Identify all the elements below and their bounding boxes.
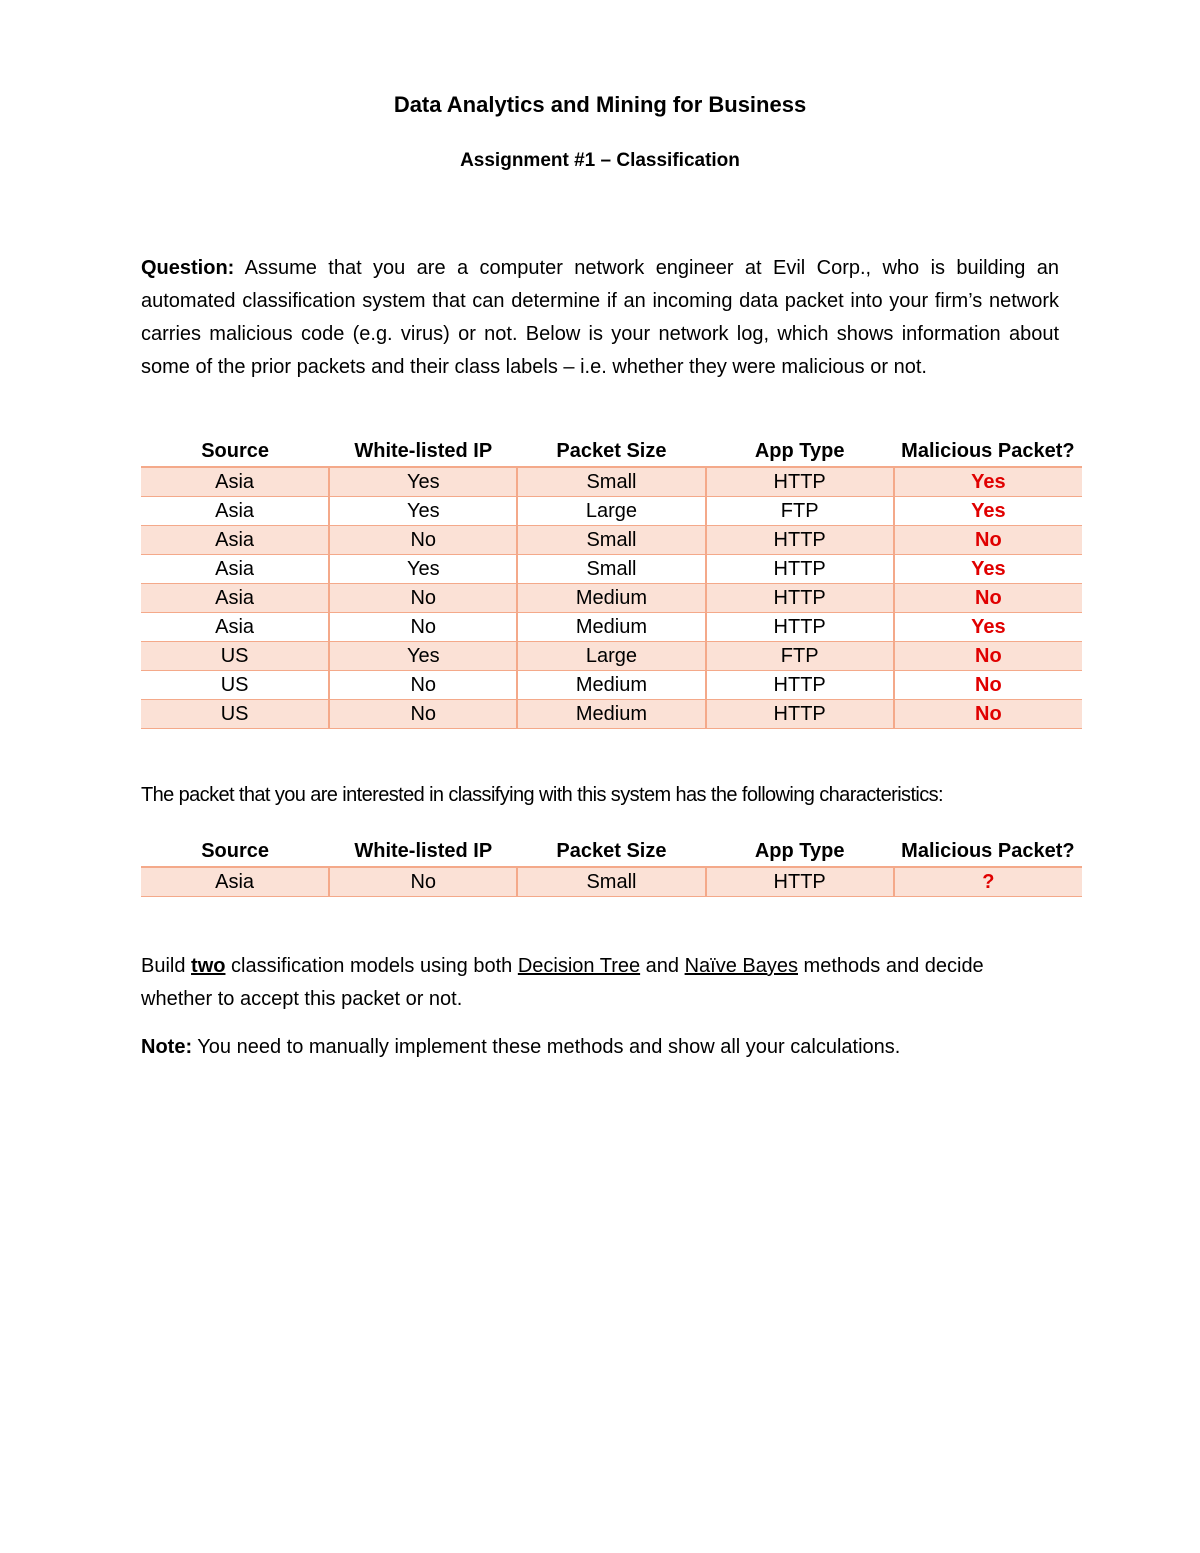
cell-app-type: HTTP <box>706 526 894 555</box>
document-subtitle: Assignment #1 – Classification <box>460 150 740 171</box>
cell-whitelisted-ip: No <box>329 867 517 897</box>
question-paragraph <box>141 252 1059 384</box>
table-row <box>141 467 1082 497</box>
header-source: Source <box>141 436 329 467</box>
cell-whitelisted-ip: No <box>329 700 517 729</box>
cell-source: US <box>141 642 329 671</box>
cell-source: Asia <box>141 497 329 526</box>
cell-packet-size: Medium <box>517 700 705 729</box>
cell-app-type: HTTP <box>706 613 894 642</box>
cell-packet-size: Small <box>517 526 705 555</box>
cell-packet-size: Small <box>517 555 705 584</box>
query-packet-table <box>141 836 1082 897</box>
cell-whitelisted-ip: No <box>329 671 517 700</box>
table-row <box>141 497 1082 526</box>
note-label: Note: <box>141 1036 193 1058</box>
build-text-4: methods and decide whether to accept this packet or not. <box>141 955 984 1010</box>
document-title: Data Analytics and Mining for Business <box>393 92 807 117</box>
cell-source: Asia <box>141 555 329 584</box>
cell-whitelisted-ip: Yes <box>329 497 517 526</box>
cell-malicious: Yes <box>894 467 1082 497</box>
cell-source: US <box>141 700 329 729</box>
header-app-type: App Type <box>706 436 894 467</box>
cell-app-type: HTTP <box>706 671 894 700</box>
cell-whitelisted-ip: No <box>329 584 517 613</box>
cell-malicious: Yes <box>894 497 1082 526</box>
question-text: Assume that you are a computer network engineer at Evil Corp., who is building an automated classification system that can determine if an incoming data packet into your firm’s network carries malicious code (e.g. virus) or not. Below is your network log, which shows information about some of the prior packets and their class labels – i.e. whether they were malicious or not. <box>141 257 1059 378</box>
note-paragraph <box>141 1036 1059 1059</box>
table-row <box>141 867 1082 897</box>
cell-source: Asia <box>141 526 329 555</box>
cell-packet-size: Medium <box>517 613 705 642</box>
cell-source: US <box>141 671 329 700</box>
cell-malicious: No <box>894 526 1082 555</box>
cell-malicious: Yes <box>894 555 1082 584</box>
note-text: You need to manually implement these methods and show all your calculations. <box>192 1036 901 1058</box>
naive-bayes-term: Naïve Bayes <box>684 955 798 977</box>
cell-app-type: FTP <box>706 497 894 526</box>
table-row <box>141 700 1082 729</box>
cell-malicious-unknown: ? <box>894 867 1082 897</box>
cell-packet-size: Large <box>517 642 705 671</box>
build-text-2: classification models using both <box>225 955 518 977</box>
cell-source: Asia <box>141 584 329 613</box>
cell-whitelisted-ip: Yes <box>329 642 517 671</box>
header-malicious-packet: Malicious Packet? <box>894 436 1082 467</box>
table-row <box>141 642 1082 671</box>
cell-malicious: No <box>894 584 1082 613</box>
table-row <box>141 526 1082 555</box>
header-whitelisted-ip: White-listed IP <box>329 436 517 467</box>
cell-source: Asia <box>141 867 329 897</box>
cell-source: Asia <box>141 613 329 642</box>
cell-packet-size: Small <box>517 867 705 897</box>
table-row <box>141 584 1082 613</box>
cell-packet-size: Medium <box>517 584 705 613</box>
cell-packet-size: Small <box>517 467 705 497</box>
cell-app-type: HTTP <box>706 467 894 497</box>
cell-malicious: Yes <box>894 613 1082 642</box>
cell-app-type: HTTP <box>706 867 894 897</box>
table-row <box>141 555 1082 584</box>
table-header-row <box>141 836 1082 867</box>
cell-app-type: HTTP <box>706 700 894 729</box>
header-source: Source <box>141 836 329 867</box>
cell-packet-size: Medium <box>517 671 705 700</box>
build-instruction <box>141 950 1059 1016</box>
header-app-type: App Type <box>706 836 894 867</box>
header-packet-size: Packet Size <box>517 836 705 867</box>
build-text-3: and <box>640 955 685 977</box>
cell-app-type: HTTP <box>706 555 894 584</box>
header-malicious-packet: Malicious Packet? <box>894 836 1082 867</box>
header-packet-size: Packet Size <box>517 436 705 467</box>
question-label: Question: <box>141 257 235 279</box>
table-header-row <box>141 436 1082 467</box>
cell-app-type: HTTP <box>706 584 894 613</box>
cell-malicious: No <box>894 642 1082 671</box>
header-whitelisted-ip: White-listed IP <box>329 836 517 867</box>
table-row <box>141 671 1082 700</box>
table-row <box>141 613 1082 642</box>
cell-app-type: FTP <box>706 642 894 671</box>
query-intro-text: The packet that you are interested in classifying with this system has the following characteristics: <box>141 784 944 806</box>
cell-malicious: No <box>894 671 1082 700</box>
network-log-table <box>141 436 1082 729</box>
cell-whitelisted-ip: Yes <box>329 467 517 497</box>
cell-malicious: No <box>894 700 1082 729</box>
cell-packet-size: Large <box>517 497 705 526</box>
cell-whitelisted-ip: No <box>329 526 517 555</box>
cell-source: Asia <box>141 467 329 497</box>
cell-whitelisted-ip: No <box>329 613 517 642</box>
build-two: two <box>191 955 226 977</box>
cell-whitelisted-ip: Yes <box>329 555 517 584</box>
decision-tree-term: Decision Tree <box>517 955 641 977</box>
build-text-1: Build <box>141 955 192 977</box>
